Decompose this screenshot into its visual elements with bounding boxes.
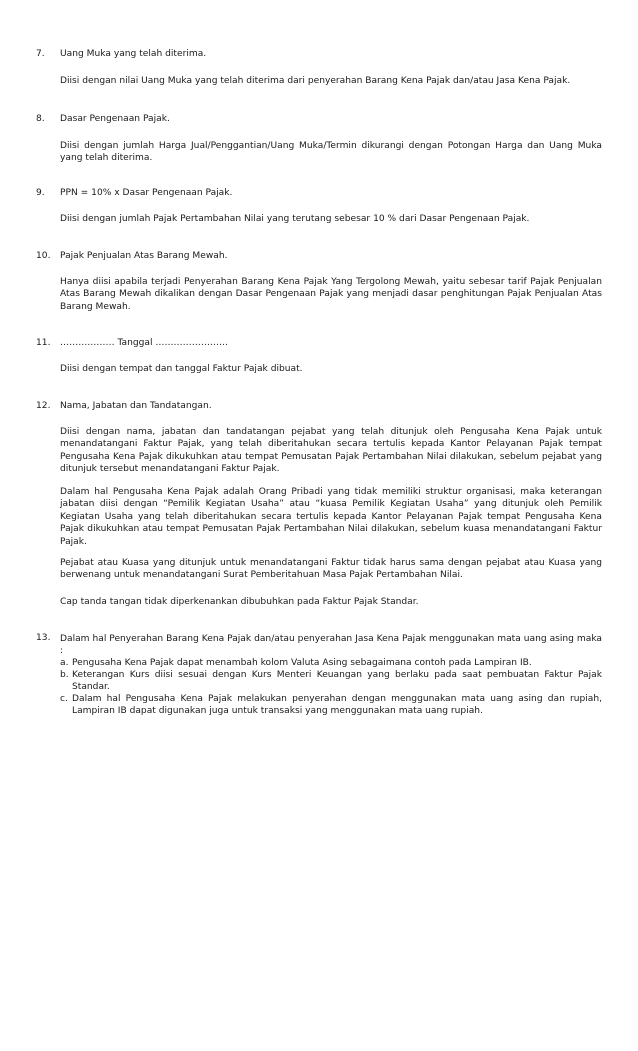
item-paragraph: Cap tanda tangan tidak diperkenankan dibubuhkan pada Faktur Pajak Standar. (60, 597, 419, 607)
item-title: Uang Muka yang telah diterima. (60, 49, 207, 59)
item-title: PPN = 10% x Dasar Pengenaan Pajak. (60, 188, 233, 198)
sub-item-b (60, 669, 602, 694)
sub-item-text: Keterangan Kurs diisi sesuai dengan Kurs Menteri Keuangan yang berlaku pada saat pembuatan Faktur Pajak Standar. (72, 670, 602, 693)
item-paragraph: Diisi dengan nama, jabatan dan tandatangan pejabat yang telah ditunjuk oleh Pengusaha Kena Pajak untuk menandatangani Faktur Pajak, yang telah diberitahukan secara tertulis kepada Kantor Pelayanan Pajak tempat Pengusaha Kena Pajak dikukuhkan atau tempat Pemusatan Pajak Pertambahan Nilai dilakukan, sebelum pejabat yang ditunjuk tersebut menandatangani Faktur Pajak. (60, 427, 602, 475)
item-paragraph: Dalam hal Pengusaha Kena Pajak adalah Orang Pribadi yang tidak memiliki struktur organisasi, maka keterangan jabatan diisi dengan “Pemilik Kegiatan Usaha” atau “kuasa Pemilik Kegiatan Usaha” yang ditunjuk oleh Pemilik Kegiatan Usaha yang telah diberitahukan secara tertulis kepada Kantor Pelayanan Pajak tempat Pengusaha Kena Pajak dikukuhkan atau tempat Pemusatan Pajak Pertambahan Nilai dilakukan, sebelum kuasa menandatangani Faktur Pajak. (60, 487, 602, 547)
item-title: Pajak Penjualan Atas Barang Mewah. (60, 251, 228, 261)
item-number: 9. (36, 188, 45, 198)
sub-item-c (60, 693, 602, 718)
item-paragraph: Diisi dengan tempat dan tanggal Faktur Pajak dibuat. (60, 364, 303, 374)
sub-item-label: b. (60, 670, 69, 680)
sub-item-text: Dalam hal Pengusaha Kena Pajak melakukan penyerahan dengan menggunakan mata uang asing dan rupiah, Lampiran IB dapat digunakan juga untuk transaksi yang menggunakan mata uang rupiah. (72, 694, 602, 717)
item-title: Dasar Pengenaan Pajak. (60, 114, 170, 124)
item-number: 8. (36, 114, 45, 124)
item-paragraph: Diisi dengan jumlah Pajak Pertambahan Nilai yang terutang sebesar 10 % dari Dasar Pengenaan Pajak. (60, 214, 530, 224)
item-paragraph: Diisi dengan nilai Uang Muka yang telah diterima dari penyerahan Barang Kena Pajak dan/atau Jasa Kena Pajak. (60, 76, 571, 86)
sub-item-text: Pengusaha Kena Pajak dapat menambah kolom Valuta Asing sebagaimana contoh pada Lampiran IB. (72, 658, 532, 668)
item-paragraph: Hanya diisi apabila terjadi Penyerahan Barang Kena Pajak Yang Tergolong Mewah, yaitu sebesar tarif Pajak Penjualan Atas Barang Mewah dikalikan dengan Dasar Pengenaan Pajak yang menjadi dasar penghitungan Pajak Penjualan Atas Barang Mewah. (60, 277, 602, 312)
item-number: 7. (36, 49, 45, 59)
item-number: 13. (36, 633, 51, 643)
item-title: Nama, Jabatan dan Tandatangan. (60, 401, 212, 411)
item-number: 11. (36, 338, 51, 348)
item-number: 10. (36, 251, 51, 261)
item-title: Dalam hal Penyerahan Barang Kena Pajak dan/atau penyerahan Jasa Kena Pajak menggunakan mata uang asing maka : (60, 634, 602, 657)
item-number: 12. (36, 401, 51, 411)
item-paragraph: Pejabat atau Kuasa yang ditunjuk untuk menandatangani Faktur tidak harus sama dengan pejabat atau Kuasa yang berwenang untuk menandatangani Surat Pemberitahuan Masa Pajak Pertambahan Nilai. (60, 558, 602, 581)
sub-item-label: c. (60, 694, 68, 704)
sub-item-a (60, 657, 602, 669)
sub-item-label: a. (60, 658, 69, 668)
item-title: ……………… Tanggal …………………… (60, 338, 229, 348)
item-paragraph: Diisi dengan jumlah Harga Jual/Penggantian/Uang Muka/Termin dikurangi dengan Potongan Harga dan Uang Muka yang telah diterima. (60, 141, 602, 164)
